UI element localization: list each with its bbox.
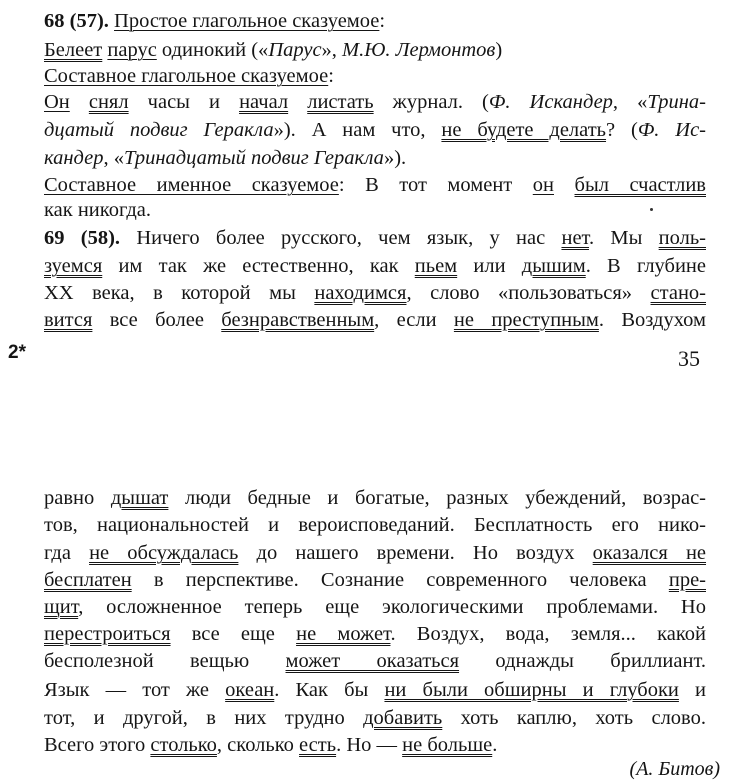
predicate-underlined: начал [239, 91, 289, 113]
predicate-underlined: зуемся [44, 255, 103, 277]
text-segment: Ф. Ис- [637, 119, 707, 141]
text-line [44, 540, 706, 566]
text-line [44, 145, 706, 171]
text-line [44, 89, 706, 115]
term-underlined: он [532, 174, 554, 196]
text-segment: ? ( [606, 119, 638, 141]
term-underlined: парус [107, 39, 157, 61]
text-line [44, 117, 706, 143]
text-segment: . Воздух, вода, земля... какой [390, 623, 706, 645]
text-segment: гда [44, 542, 90, 564]
text-segment: XX века, в которой мы [44, 282, 315, 304]
text-segment: одинокий (« [156, 39, 269, 61]
text-line [44, 63, 706, 89]
text-segment: , « [103, 147, 124, 169]
text-segment: дцатый подвиг Геракла [44, 119, 274, 141]
predicate-underlined: не будете делать [441, 119, 607, 141]
text-segment: равно [44, 487, 111, 509]
text-segment: им так же естественно, как [102, 255, 415, 277]
text-segment: до нашего времени. Но воздух [238, 542, 593, 564]
text-segment: Ф. Искандер [488, 91, 613, 113]
predicate-underlined: оказался не [592, 542, 707, 564]
text-line [44, 512, 706, 538]
text-segment: Ничего более русского, чем язык, у нас [120, 227, 562, 249]
stray-dot-mark [650, 208, 653, 211]
predicate-underlined: добавить [363, 707, 443, 729]
predicate-underlined: поль- [658, 227, 706, 249]
predicate-underlined: не может [296, 623, 391, 645]
predicate-underlined: вится [44, 309, 93, 331]
text-segment: 69 (58). [44, 227, 121, 249]
predicate-underlined: находимся [314, 282, 407, 304]
text-segment: . В глубине [585, 255, 706, 277]
predicate-underlined: безнравственным [221, 309, 375, 331]
text-segment: : [379, 10, 386, 32]
text-line [44, 705, 706, 731]
text-segment: Тринадцатый подвиг Геракла [123, 147, 384, 169]
text-line [44, 567, 706, 593]
term-underlined: Он [44, 91, 70, 113]
text-line [44, 732, 706, 758]
predicate-underlined: ни были обширны и глубоки [384, 679, 679, 701]
text-segment: . Как бы [274, 679, 385, 701]
text-segment: однажды бриллиант. [459, 650, 706, 672]
text-segment: Парус [268, 39, 322, 61]
text-segment: »). А нам что, [273, 119, 442, 141]
predicate-underlined: листать [307, 91, 374, 113]
text-segment: в перспективе. Сознание современного человека [131, 569, 669, 591]
text-segment: тот, и другой, в них трудно [44, 707, 364, 729]
text-segment: хоть каплю, хоть слово. [442, 707, 706, 729]
predicate-underlined: есть [299, 734, 337, 756]
predicate-underlined: стано- [650, 282, 706, 304]
text-segment: , если [374, 309, 454, 331]
predicate-underlined: дышим [521, 255, 586, 277]
predicate-underlined: пре- [668, 569, 706, 591]
text-segment: или [457, 255, 522, 277]
text-segment: все еще [170, 623, 297, 645]
predicate-underlined: пьем [414, 255, 458, 277]
text-segment: и [678, 679, 707, 701]
term-underlined: Простое глагольное сказуемое [114, 10, 380, 32]
text-segment: люди бедные и богатые, разных убеждений, возрас- [168, 487, 707, 509]
text-line [44, 621, 706, 647]
text-segment: : В тот момент [338, 174, 533, 196]
predicate-underlined: перестроиться [44, 623, 171, 645]
text-segment: М.Ю. Лермонтов [342, 39, 496, 61]
text-segment: , осложненное теперь еще экологическими проблемами. Но [78, 596, 706, 618]
text-line [44, 37, 706, 63]
text-segment: 68 (57). [44, 10, 109, 32]
page-number: 35 [678, 346, 700, 371]
text-line [44, 485, 706, 511]
text-segment: , сколько [216, 734, 300, 756]
text-line [44, 8, 706, 34]
text-line [44, 253, 706, 279]
text-line [44, 172, 706, 198]
footnote-mark: 2* [8, 342, 26, 363]
text-line [44, 677, 706, 703]
predicate-underlined: может оказаться [285, 650, 460, 672]
text-segment: , « [612, 91, 648, 113]
text-line [44, 594, 706, 620]
predicate-underlined: дышат [110, 487, 169, 509]
text-segment: Всего этого [44, 734, 151, 756]
text-segment: »). [383, 147, 407, 169]
predicate-underlined: не преступным [453, 309, 599, 331]
text-segment: ) [495, 39, 503, 61]
text-segment [70, 91, 89, 113]
text-segment [554, 174, 575, 196]
text-segment: . Но — [336, 734, 403, 756]
text-line [44, 225, 706, 251]
predicate-underlined: не больше [402, 734, 493, 756]
text-line [44, 648, 706, 674]
predicate-underlined: океан [225, 679, 275, 701]
text-segment: , слово «пользоваться» [406, 282, 651, 304]
predicate-underlined: снял [88, 91, 129, 113]
text-segment: : [328, 65, 334, 87]
text-segment: . [492, 734, 498, 756]
text-segment: Трина- [647, 91, 707, 113]
text-segment [288, 91, 307, 113]
predicate-underlined: нет [561, 227, 589, 249]
text-segment: . Воздухом [598, 309, 706, 331]
predicate-underlined: бесплатен [44, 569, 132, 591]
text-segment: часы и [128, 91, 240, 113]
predicate-underlined: был счастлив [574, 174, 706, 196]
text-segment: кандер [44, 147, 104, 169]
text-segment: бесполезной вещью [44, 650, 286, 672]
predicate-underlined: щит [44, 596, 79, 618]
text-segment: журнал. ( [373, 91, 489, 113]
text-line [44, 197, 706, 223]
text-segment: тов, национальностей и вероисповеданий. Бесплатность его нико- [44, 514, 706, 536]
text-line [44, 307, 706, 333]
text-line [44, 280, 706, 306]
text-segment: Язык — тот же [44, 679, 226, 701]
text-segment: . Мы [588, 227, 659, 249]
author-attribution: (А. Битов) [629, 758, 720, 780]
predicate-underlined: не обсуждалась [89, 542, 239, 564]
text-segment: все более [92, 309, 222, 331]
term-underlined: Составное именное сказуемое [44, 174, 339, 196]
text-segment: », [321, 39, 343, 61]
term-underlined: Составное глагольное сказуемое [44, 65, 329, 87]
predicate-underlined: столько [150, 734, 217, 756]
predicate-underlined: Белеет [44, 39, 103, 61]
text-segment: как никогда. [44, 199, 151, 221]
